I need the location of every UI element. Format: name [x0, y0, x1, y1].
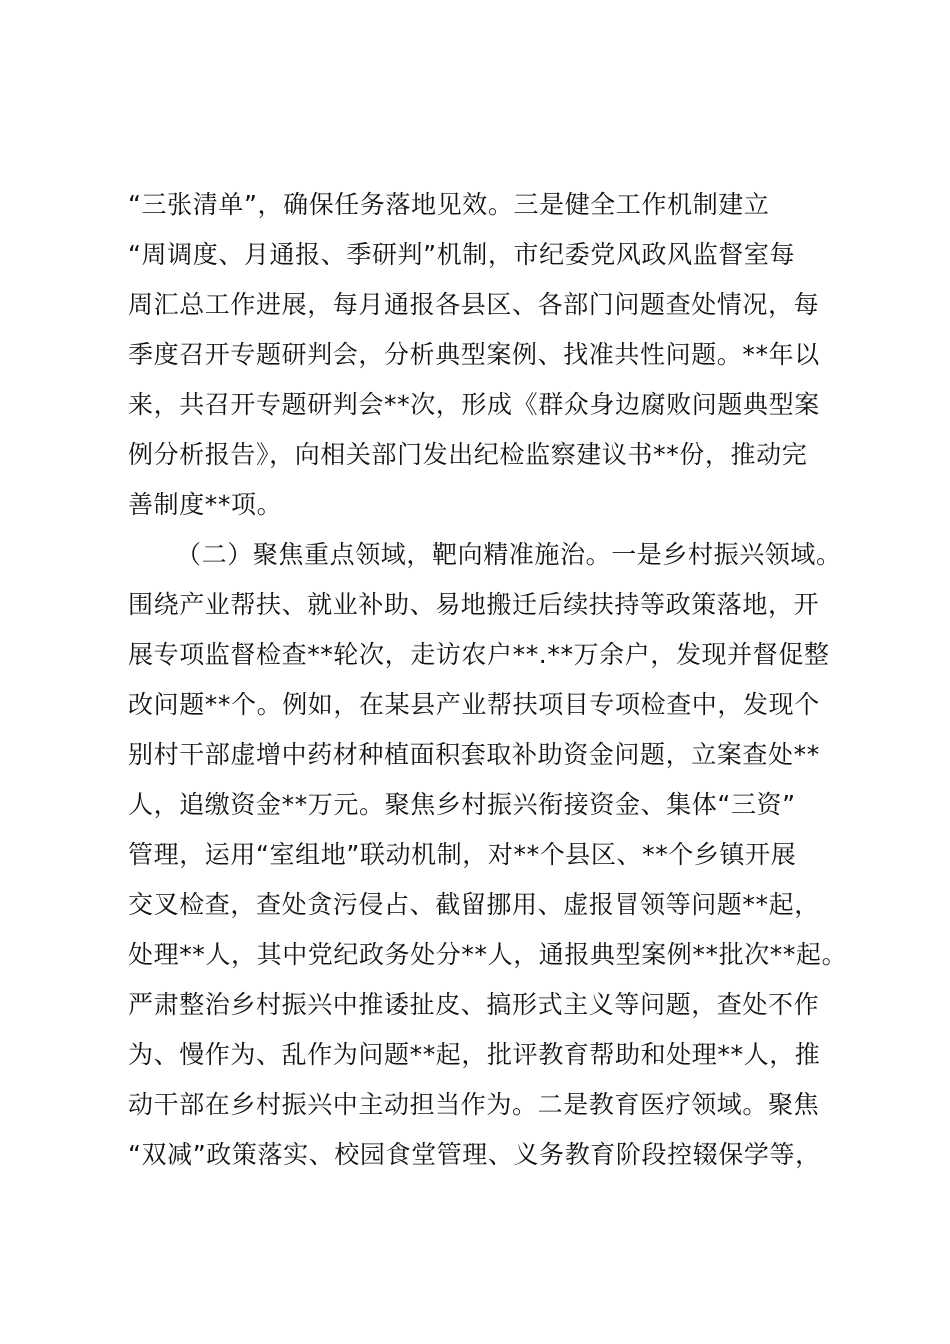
text-line: 季度召开专题研判会，分析典型案例、找准共性问题。**年以	[128, 340, 820, 369]
text-line: “周调度、月通报、季研判”机制，市纪委党风政风监督室每	[128, 240, 796, 269]
text-line: 严肃整治乡村振兴中推诿扯皮、搞形式主义等问题，查处不作	[128, 990, 820, 1019]
text-line: 围绕产业帮扶、就业补助、易地搬迁后续扶持等政策落地，开	[128, 590, 820, 619]
text-line: 管理，运用“室组地”联动机制，对**个县区、**个乡镇开展	[128, 840, 797, 869]
text-line: 例分析报告》，向相关部门发出纪检监察建议书**份，推动完	[128, 440, 808, 469]
text-line: 来，共召开专题研判会**次，形成《群众身边腐败问题典型案	[128, 390, 820, 419]
body-text	[128, 180, 848, 1180]
section-heading-line: （二）聚焦重点领域，靶向精准施治。一是乡村振兴领域。	[176, 540, 842, 569]
text-line: 善制度**项。	[128, 490, 283, 519]
text-line: 为、慢作为、乱作为问题**起，批评教育帮助和处理**人，推	[128, 1040, 821, 1069]
text-line: 展专项监督检查**轮次，走访农户**.**万余户，发现并督促整	[128, 640, 830, 669]
text-line: 交叉检查，查处贪污侵占、截留挪用、虚报冒领等问题**起，	[128, 890, 820, 919]
text-line: 改问题**个。例如，在某县产业帮扶项目专项检查中，发现个	[128, 690, 820, 719]
text-line: 人，追缴资金**万元。聚焦乡村振兴衔接资金、集体“三资”	[128, 790, 796, 819]
text-line: “双减”政策落实、校园食堂管理、义务教育阶段控辍保学等，	[128, 1140, 821, 1169]
text-line: 动干部在乡村振兴中主动担当作为。二是教育医疗领域。聚焦	[128, 1090, 820, 1119]
text-line: 周汇总工作进展，每月通报各县区、各部门问题查处情况，每	[128, 290, 820, 319]
text-line: 别村干部虚增中药材种植面积套取补助资金问题，立案查处**	[128, 740, 820, 769]
text-line: 处理**人，其中党纪政务处分**人，通报典型案例**批次**起。	[128, 940, 848, 969]
text-line: “三张清单”，确保任务落地见效。三是健全工作机制建立	[128, 190, 770, 219]
